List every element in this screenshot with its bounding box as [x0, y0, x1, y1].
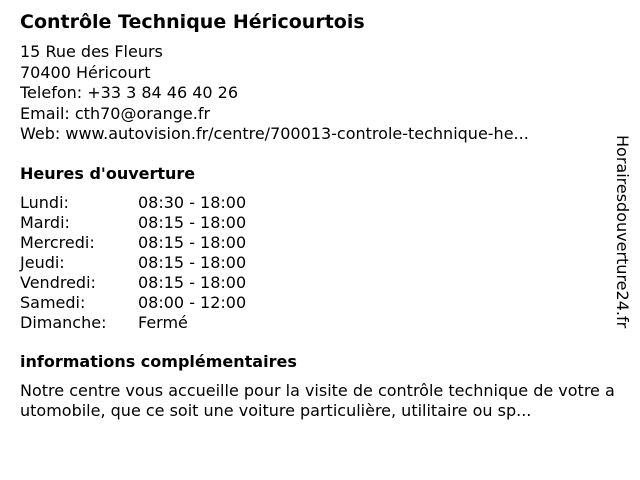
hours-row-monday	[20, 193, 600, 213]
web-line: Web: www.autovision.fr/centre/700013-controle-technique-he...	[20, 124, 529, 143]
day-label: Samedi:	[20, 292, 86, 312]
hours-row-friday	[20, 273, 600, 293]
business-card	[20, 10, 615, 422]
hours-row-wednesday	[20, 233, 600, 253]
hours-row-sunday	[20, 313, 600, 333]
hours-row-thursday	[20, 253, 600, 273]
day-label: Lundi:	[20, 192, 69, 212]
opening-hours-heading: Heures d'ouverture	[20, 163, 196, 183]
time-range: 08:15 - 18:00	[138, 212, 247, 232]
day-label: Jeudi:	[20, 252, 65, 272]
opening-hours-list	[20, 193, 600, 333]
time-range: 08:30 - 18:00	[138, 192, 247, 212]
address-city: 70400 Héricourt	[20, 62, 151, 82]
day-label: Mardi:	[20, 212, 70, 232]
time-range: 08:00 - 12:00	[138, 292, 247, 312]
day-label: Mercredi:	[20, 232, 95, 252]
day-label: Vendredi:	[20, 272, 96, 292]
time-range: 08:15 - 18:00	[138, 252, 247, 272]
email-line: Email: cth70@orange.fr	[20, 103, 211, 123]
phone-line: Telefon: +33 3 84 46 40 26	[20, 83, 239, 102]
time-range: Fermé	[138, 312, 188, 332]
additional-info-heading: informations complémentaires	[20, 351, 297, 371]
day-label: Dimanche:	[20, 312, 107, 332]
site-watermark-label: Horairesdouverture24.fr	[613, 135, 632, 329]
business-name: Contrôle Technique Héricourtois	[20, 11, 365, 33]
time-range: 08:15 - 18:00	[138, 272, 247, 292]
additional-info-text: Notre centre vous accueille pour la visite de contrôle technique de votre automobile, que ce soit une voiture particulière, utilitaire ou sp...	[20, 380, 615, 420]
address-street: 15 Rue des Fleurs	[20, 42, 163, 61]
hours-row-tuesday	[20, 213, 600, 233]
hours-row-saturday	[20, 293, 600, 313]
time-range: 08:15 - 18:00	[138, 232, 247, 252]
